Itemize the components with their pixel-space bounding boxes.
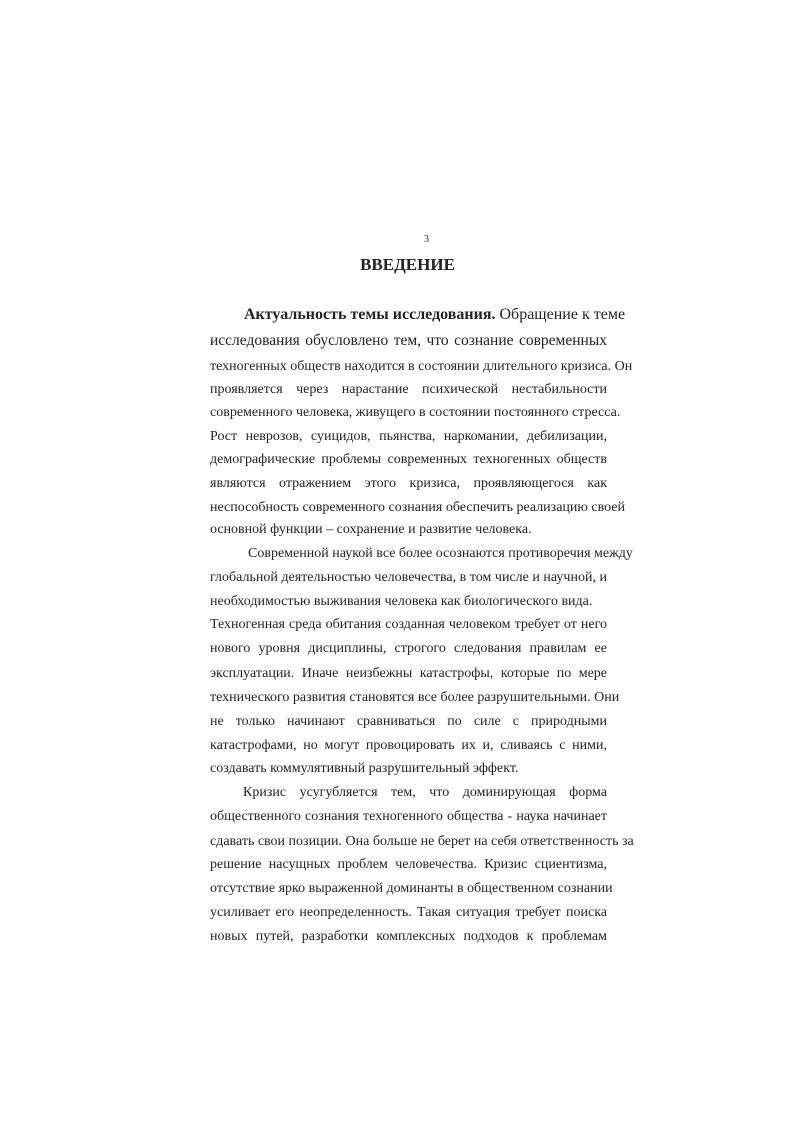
text-line: Современной наукой все более осознаются противоречия между: [248, 546, 633, 561]
text-line: сдавать свои позиции. Она больше не берет на себя ответственность за: [210, 834, 634, 849]
text-line: являются отражением этого кризиса, проявляющегося как: [210, 476, 607, 491]
text-line: катастрофами, но могут провоцировать их и, сливаясь с ними,: [210, 738, 607, 753]
text-line: демографические проблемы современных техногенных обществ: [210, 452, 607, 467]
text-span: Обращение к теме: [495, 306, 626, 323]
text-line: Рост неврозов, суицидов, пьянства, наркомании, дебилизации,: [210, 429, 607, 444]
text-line: проявляется через нарастание психической нестабильности: [210, 382, 607, 397]
text-line: общественного сознания техногенного общества - наука начинает: [210, 809, 607, 824]
text-line: новых путей, разработки комплексных подходов к проблемам: [210, 929, 607, 944]
text-line: Техногенная среда обитания созданная человеком требует от него: [210, 617, 607, 632]
text-line: не только начинают сравниваться по силе с природными: [210, 714, 607, 729]
text-line: основной функции – сохранение и развитие человека.: [210, 522, 532, 537]
text-line: нового уровня дисциплины, строгого следования правилам ее: [210, 641, 607, 656]
text-line: глобальной деятельностью человечества, в том числе и научной, и: [210, 570, 607, 585]
text-line: Кризис усугубляется тем, что доминирующая форма: [243, 785, 607, 800]
text-line: эксплуатации. Иначе неизбежны катастрофы, которые по мере: [210, 666, 607, 681]
section-heading: Актуальность темы исследования.: [244, 306, 496, 323]
text-line: технического развития становятся все более разрушительными. Они: [210, 690, 620, 705]
text-line: создавать коммулятивный разрушительный эффект.: [210, 761, 519, 776]
text-line: решение насущных проблем человечества. Кризис сциентизма,: [210, 857, 607, 872]
text-line: [244, 306, 626, 324]
text-line: техногенных обществ находится в состоянии длительного кризиса. Он: [210, 359, 633, 374]
text-line: неспособность современного сознания обеспечить реализацию своей: [210, 500, 625, 515]
page-number: 3: [424, 234, 429, 245]
text-line: исследования обусловлено тем, что сознание современных: [210, 332, 607, 349]
text-line: отсутствие ярко выраженной доминанты в общественном сознании: [210, 881, 613, 896]
text-line: усиливает его неопределенность. Такая ситуация требует поиска: [210, 905, 607, 920]
text-line: современного человека, живущего в состоянии постоянного стресса.: [210, 405, 621, 420]
page-title: ВВЕДЕНИЕ: [360, 255, 455, 274]
text-line: необходимостью выживания человека как биологического вида.: [210, 594, 593, 609]
